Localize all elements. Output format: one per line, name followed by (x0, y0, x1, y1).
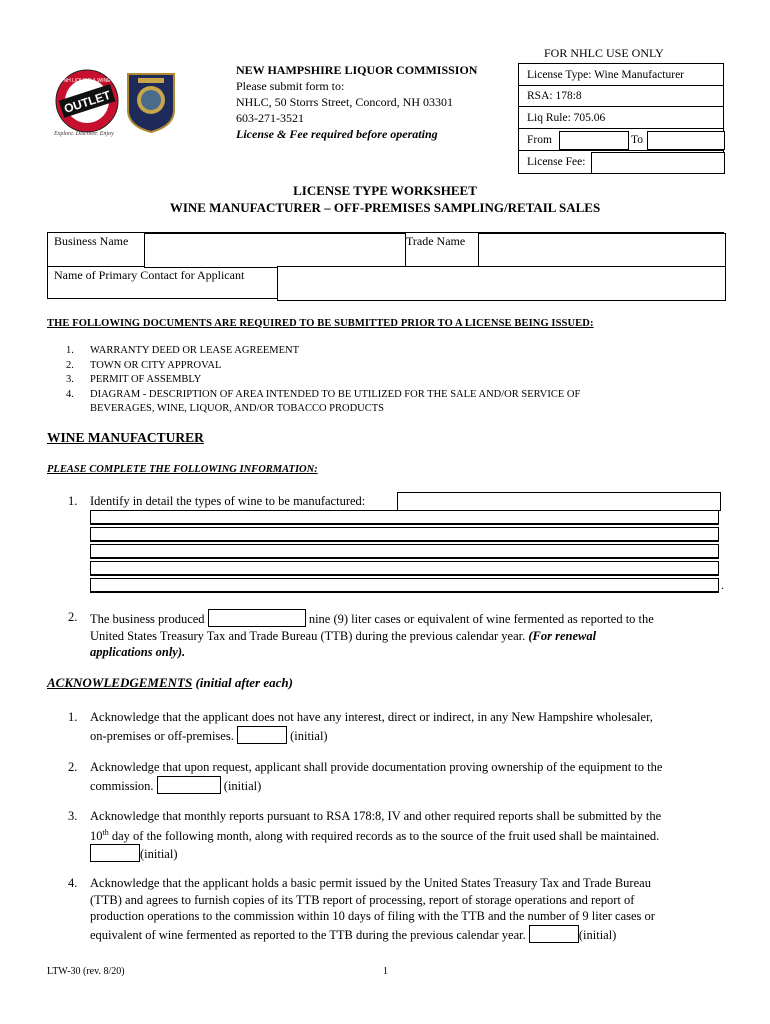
ack-line: day of the following month, along with required records as to the source of the fruit used shall be maintained. (108, 828, 660, 843)
ack-3-initial-field[interactable] (90, 844, 140, 862)
ack-line: commission. (90, 778, 154, 793)
ack-2-initial-field[interactable] (157, 776, 221, 794)
list-item (66, 373, 580, 388)
item-text: PERMIT OF ASSEMBLY (90, 374, 202, 385)
rsa-row (518, 85, 724, 107)
documents-heading: THE FOLLOWING DOCUMENTS ARE REQUIRED TO BE SUBMITTED PRIOR TO A LICENSE BEING ISSUED: (47, 318, 594, 329)
ack-number: 4. (68, 876, 78, 890)
license-type-row (518, 63, 724, 86)
initial-label: (initial) (140, 847, 178, 862)
list-item-continuation: BEVERAGES, WINE, LIQUOR, AND/OR TOBACCO PRODUCTS (90, 403, 385, 414)
item-text: WARRANTY DEED OR LEASE AGREEMENT (90, 345, 300, 356)
wine-types-period: . (721, 578, 724, 592)
agency-name: NEW HAMPSHIRE LIQUOR COMMISSION (236, 63, 478, 77)
license-fee-field[interactable] (591, 152, 725, 174)
list-item (66, 359, 580, 374)
acknowledgements-heading (47, 675, 293, 691)
license-type-text: License Type: Wine Manufacturer (527, 69, 685, 81)
q2-text-pre: The business produced (90, 612, 205, 626)
nhlc-use-title: FOR NHLC USE ONLY (544, 46, 664, 60)
svg-text:NH LIQUOR & WINE: NH LIQUOR & WINE (63, 78, 111, 84)
liq-rule-row (518, 106, 724, 129)
wine-types-line-6[interactable] (90, 578, 719, 593)
primary-contact-label: Name of Primary Contact for Applicant (54, 268, 245, 282)
date-range-row (518, 128, 724, 151)
outlet-logo (54, 68, 120, 134)
ack-number: 3. (68, 809, 78, 823)
wine-types-line-4[interactable] (90, 544, 719, 559)
agency-address: NHLC, 50 Storrs Street, Concord, NH 03301 (236, 95, 453, 109)
nhlc-use-box (518, 63, 724, 174)
item-number: 3. (66, 374, 74, 385)
ack-1-initial-field[interactable] (237, 726, 287, 744)
wine-types-line-2[interactable] (90, 510, 719, 525)
ack-line: Acknowledge that upon request, applicant shall provide documentation proving ownership of the equipment to the (90, 760, 663, 774)
item-number: 2. (66, 359, 74, 371)
from-label: From (527, 134, 552, 146)
item-number: 4. (66, 388, 74, 400)
question-text (90, 609, 740, 661)
page-number: 1 (383, 966, 388, 977)
question-number: 2. (68, 610, 78, 624)
ack-text (90, 875, 740, 943)
business-info-box (47, 232, 724, 299)
ack-number: 1. (68, 710, 78, 724)
primary-contact-field[interactable] (277, 266, 726, 301)
initial-label: (initial) (223, 778, 262, 793)
ack-line: 10 (90, 828, 103, 843)
complete-instruction: PLEASE COMPLETE THE FOLLOWING INFORMATION: (47, 464, 318, 475)
ack-line: Acknowledge that monthly reports pursuant to RSA 178:8, IV and other required reports shall be submitted by the (90, 809, 662, 823)
ack-line: Acknowledge that the applicant does not have any interest, direct or indirect, in any New Hampshire wholesaler, (90, 710, 653, 724)
question-number: 1. (68, 494, 78, 508)
license-fee-label: License Fee: (527, 156, 586, 168)
liq-rule-text: Liq Rule: 705.06 (527, 112, 606, 124)
ack-heading-text: ACKNOWLEDGEMENTS (47, 675, 193, 690)
svg-text:OUTLET: OUTLET (62, 87, 113, 117)
wine-types-field[interactable] (397, 492, 721, 511)
ack-line: Acknowledge that the applicant holds a basic permit issued by the United States Treasury Tax and Trade Bureau (90, 876, 651, 890)
trade-name-field[interactable] (478, 233, 726, 268)
worksheet-title: LICENSE TYPE WORKSHEET (293, 183, 477, 198)
q2-text-post: nine (9) liter cases or equivalent of wine fermented as reported to the (308, 612, 654, 626)
form-id: LTW-30 (rev. 8/20) (47, 966, 125, 977)
trade-name-label: Trade Name (406, 234, 466, 248)
item-text: TOWN OR CITY APPROVAL (90, 359, 222, 371)
ack-line: on-premises or off-premises. (90, 728, 234, 743)
business-name-label: Business Name (54, 234, 129, 248)
ordinal-suffix: th (102, 827, 109, 837)
list-item (66, 388, 580, 403)
initial-label: (initial) (578, 927, 617, 942)
agency-header (236, 62, 477, 142)
q2-renewal-note-cont: applications only). (90, 645, 186, 659)
wine-types-line-5[interactable] (90, 561, 719, 576)
to-date-field[interactable] (647, 131, 725, 150)
ack-text (90, 808, 740, 863)
from-date-field[interactable] (559, 131, 629, 150)
cases-produced-field[interactable] (208, 609, 306, 627)
business-name-field[interactable] (144, 233, 406, 268)
item-text: DIAGRAM - DESCRIPTION OF AREA INTENDED TO BE UTILIZED FOR THE SALE AND/OR SERVICE OF (90, 388, 581, 400)
q2-text-line2: United States Treasury Tax and Trade Bureau (TTB) during the previous calendar year. (90, 628, 526, 643)
wine-manufacturer-heading: WINE MANUFACTURER (47, 430, 204, 445)
initial-label: (initial) (290, 728, 328, 743)
ack-line: (TTB) and agrees to furnish copies of its TTB report of processing, report of storage operations and report of (90, 892, 635, 907)
ack-4-initial-field[interactable] (529, 925, 579, 943)
logo-caption: Explore. Discover. Enjoy (54, 131, 114, 137)
q2-renewal-note: (For renewal (528, 628, 597, 643)
ack-line: production operations to the commission within 10 days of filing with the TTB and the number of 9 liter cases or (90, 909, 655, 923)
license-notice: License & Fee required before operating (236, 127, 438, 141)
wine-types-line-3[interactable] (90, 527, 719, 542)
license-fee-row (518, 150, 724, 174)
rsa-text: RSA: 178:8 (527, 90, 582, 102)
ack-heading-note: (initial after each) (195, 675, 293, 690)
to-label: To (631, 134, 643, 146)
nhlc-seal (124, 70, 178, 134)
submit-instruction: Please submit form to: (236, 79, 345, 93)
ack-line: equivalent of wine fermented as reported to the TTB during the previous calendar year. (90, 927, 526, 942)
list-item (66, 344, 580, 359)
agency-phone: 603-271-3521 (236, 111, 304, 125)
ack-text (90, 709, 740, 744)
documents-list (66, 344, 580, 417)
worksheet-subtitle: WINE MANUFACTURER – OFF-PREMISES SAMPLING/RETAIL SALES (169, 200, 601, 215)
question-text: Identify in detail the types of wine to be manufactured: (90, 494, 366, 508)
ack-number: 2. (68, 760, 78, 774)
item-number: 1. (66, 345, 74, 356)
ack-text (90, 759, 740, 794)
